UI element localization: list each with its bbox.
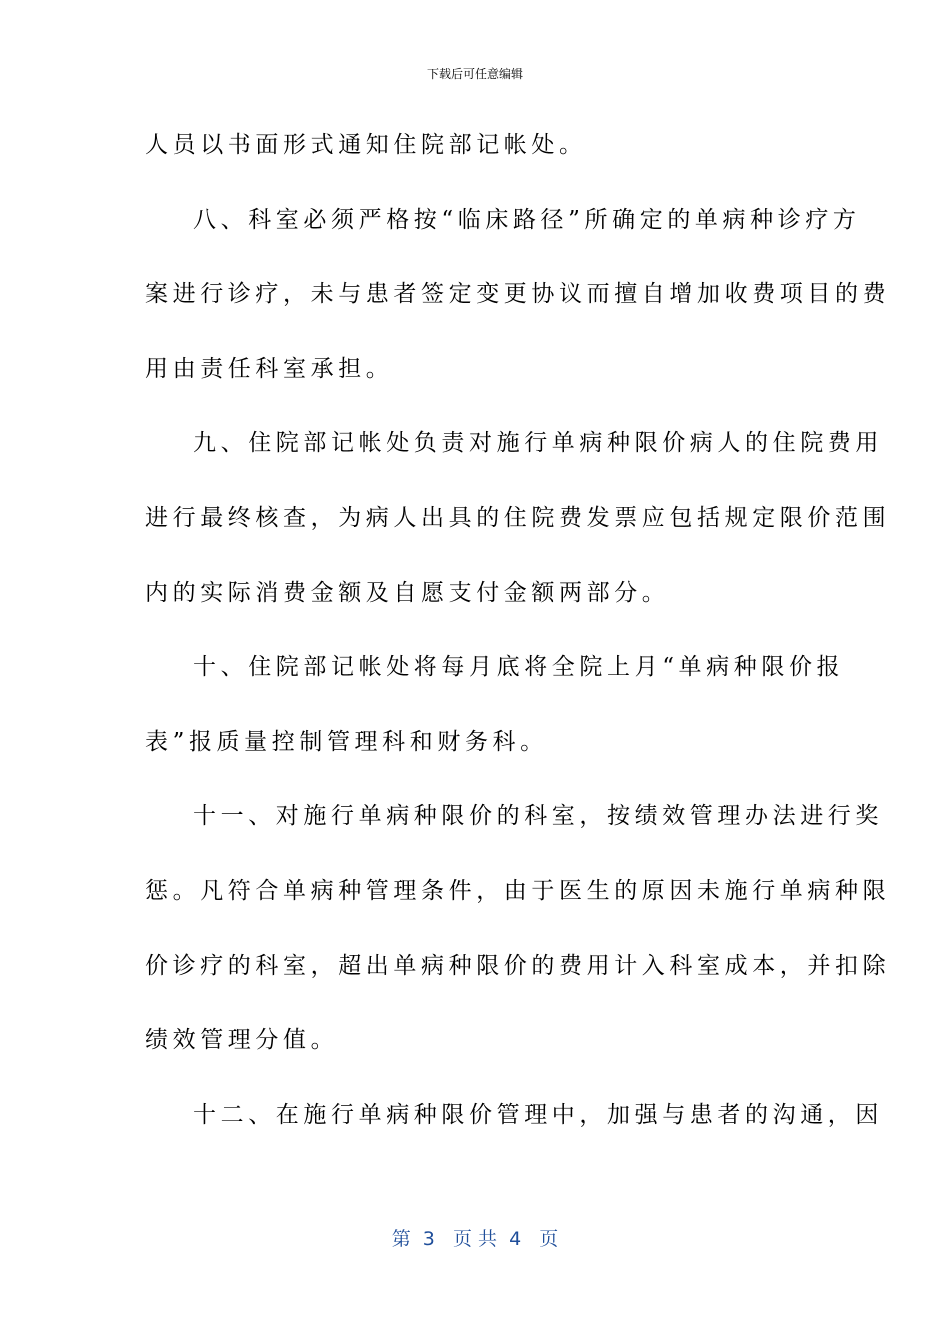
body-line: 内的实际消费金额及自愿支付金额两部分。: [145, 579, 670, 606]
paragraph-9-line: 九、住院部记帐处负责对施行单病种限价病人的住院费用: [193, 430, 883, 457]
document-body: [145, 128, 891, 1172]
body-line: 进行最终核查，为病人出具的住院费发票应包括规定限价范围: [145, 504, 891, 531]
body-line: 案进行诊疗，未与患者签定变更协议而擅自增加收费项目的费: [145, 281, 891, 308]
paragraph-12-line: 十二、在施行单病种限价管理中，加强与患者的沟通，因: [193, 1101, 883, 1128]
body-line: 人员以书面形式通知住院部记帐处。: [145, 132, 587, 158]
body-line: 绩效管理分值。: [145, 1027, 339, 1054]
body-line: 惩。凡符合单病种管理条件，由于医生的原因未施行单病种限: [145, 877, 891, 904]
paragraph-10-line: 十、住院部记帐处将每月底将全院上月“单病种限价报: [193, 654, 845, 681]
page-header-note: 下载后可任意编辑: [426, 67, 523, 81]
paragraph-11-line: 十一、对施行单病种限价的科室，按绩效管理办法进行奖: [193, 803, 883, 830]
body-line: 用由责任科室承担。: [145, 355, 394, 382]
body-line: 价诊疗的科室，超出单病种限价的费用计入科室成本，并扣除: [145, 952, 891, 979]
body-line: 表”报质量控制管理科和财务科。: [145, 728, 548, 755]
paragraph-8-line: 八、科室必须严格按“临床路径”所确定的单病种诊疗方: [193, 206, 861, 233]
page-number-footer: 第 3 页 共 4 页: [391, 1228, 559, 1250]
